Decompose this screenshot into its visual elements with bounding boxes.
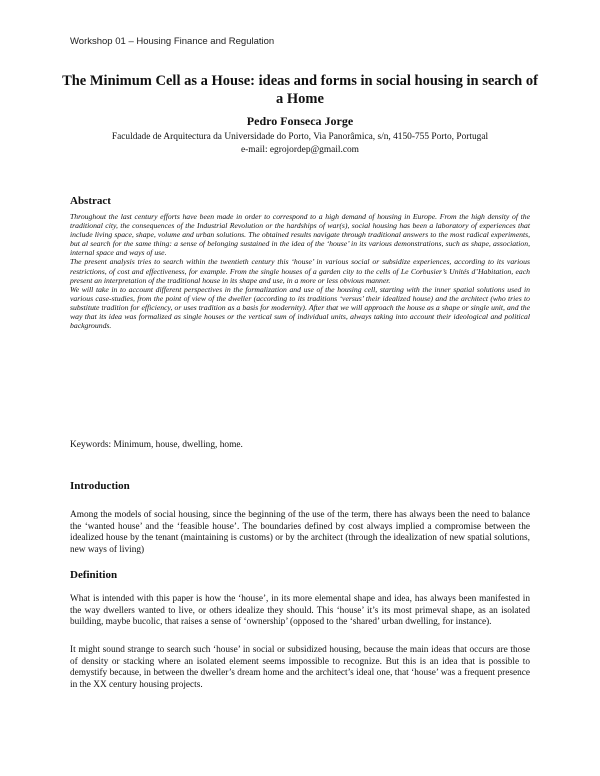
introduction-paragraph: Among the models of social housing, since the beginning of the use of the term, there has always been the need to balance the ‘wanted house’ and the ‘feasible house’. The boundaries defined by cost always implied a compromise between the idealized house by the tenant (maintaining is customs) or by the architect (through the idealization of new spatial solutions, new ways of living) [70, 510, 530, 555]
abstract-paragraph: We will take in to account different perspectives in the formalization and use of the housing cell, starting with the inner spatial solutions used in various case-studies, from the point of view of the dweller (according to its traditions ‘versus’ their idealized house) and the architect (who tries to substitute tradition for efficiency, or uses tradition as a basis for modernity). After that we will approach the house as a shape or single unit, and the way that its idea was formalized as single houses or the vertical sum of individual units, always taking into account their ideological and political backgrounds. [70, 284, 530, 331]
introduction-heading: Introduction [70, 480, 130, 492]
author-email: e-mail: egrojordep@gmail.com [241, 145, 359, 155]
abstract-body [70, 212, 530, 330]
keywords: Keywords: Minimum, house, dwelling, home. [70, 440, 243, 450]
abstract-paragraph: Throughout the last century efforts have been made in order to correspond to a high demand of housing in Europe. From the high density of the traditional city, the consequences of the Industrial Revolution or the hardships of war(s), social housing has been a laboratory of experiences that include living space, shape, volume and urban solutions. The obtained results navigate through traditional answers to the most radical experiments, but al search for the same thing: a sense of belonging sustained in the idea of the ‘house’ in its various demonstrations, such as shape, association, internal space and ways of use. [70, 212, 530, 258]
definition-heading: Definition [70, 569, 118, 581]
author-affiliation-block [40, 131, 560, 157]
definition-paragraph: What is intended with this paper is how the ‘house’, in its more elemental shape and idea, has always been manifested in the way dwellers wanted to live, or others idealize they should. This ‘house’ it’s its most primeval shape, as an isolated building, maybe bucolic, that raises a sense of ‘ownership’ (opposed to the ‘shared’ urban dwelling, for instance). [70, 594, 530, 628]
running-header: Workshop 01 – Housing Finance and Regulation [70, 36, 275, 47]
abstract-heading: Abstract [70, 195, 111, 207]
author-name: Pedro Fonseca Jorge [246, 114, 354, 128]
abstract-paragraph: The present analysis tries to search within the twentieth century this ‘house’ in various social or subsidize experiences, according to its various restrictions, of cost and effectiveness, for example. From the single houses of a garden city to the cells of Le Corbusier’s Unités d’Habitation, each present an interpretation of the traditional house in its shape and use, in a more or less obvious manner. [70, 257, 530, 285]
paper-title: The Minimum Cell as a House: ideas and forms in social housing in search of a Home [62, 73, 538, 107]
affiliation: Faculdade de Arquitectura da Universidade do Porto, Via Panorâmica, s/n, 4150-755 Porto, Portugal [111, 132, 489, 142]
definition-paragraph: It might sound strange to search such ‘house’ in social or subsidized housing, because the main ideas that occurs are those of density or stacking where an isolated element seems impossible to recognize. But this is an idea that is possible to demystify because, in between the dweller’s dream home and the architect’s ideal one, that ‘house’ was a frequent presence in the XX century housing projects. [70, 645, 530, 690]
